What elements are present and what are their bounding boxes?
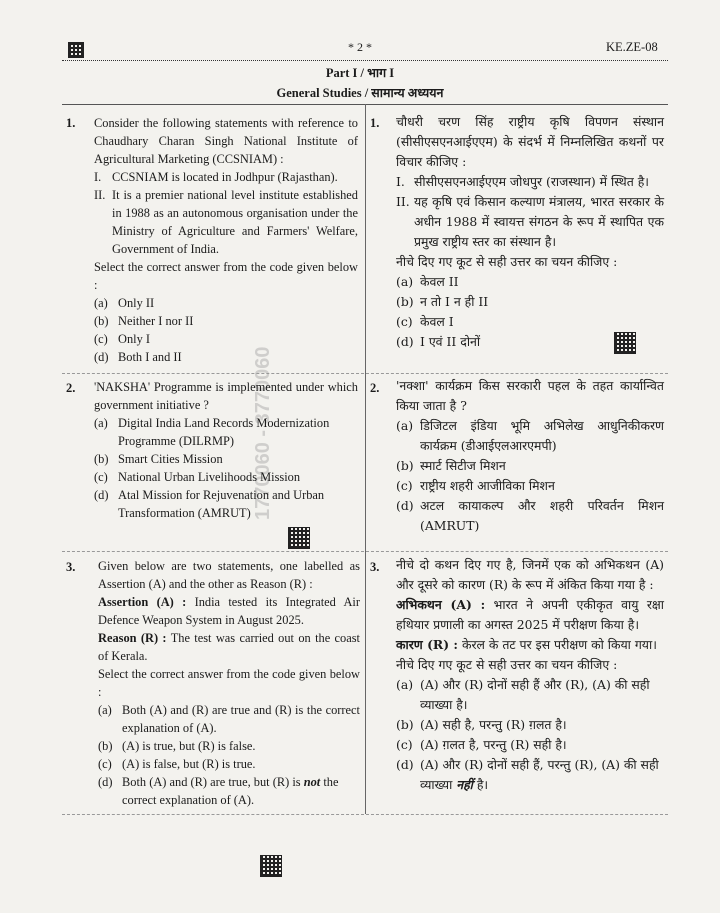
question-stem: चौधरी चरण सिंह राष्ट्रीय कृषि विपणन संस्थान (सीसीएसएनआईएएम) के संदर्भ में निम्नलिखित कथनों पर विचार कीजिए : xyxy=(396,114,664,169)
assertion: अभिकथन (A) : भारत ने अपनी एकीकृत वायु रक्षा हथियार प्रणाली का अगस्त 2025 में परीक्षण किया है। xyxy=(396,597,664,632)
statement: II. It is a premier national level institute established in 1988 as an autonomous organisation under the Ministry of Agriculture and Farmers' Welfare, Government of India. xyxy=(94,188,358,256)
option-c: (c) (A) ग़लत है, परन्तु (R) सही है। xyxy=(396,737,567,752)
option-c: (c) केवल I xyxy=(396,314,454,329)
statement: I. CCSNIAM is located in Jodhpur (Rajasthan). xyxy=(94,170,338,184)
statement: I. सीसीएसएनआईएएम जोधपुर (राजस्थान) में स्थित है। xyxy=(396,174,649,189)
question-en xyxy=(94,378,358,522)
question-number: 2. xyxy=(370,381,380,395)
option-d: (d) I एवं II दोनों xyxy=(396,334,481,349)
assertion: Assertion (A) : India tested its Integrated Air Defence Weapon System in August 2025. xyxy=(98,595,360,627)
question-number: 1. xyxy=(370,116,380,130)
question-stem: 'NAKSHA' Programme is implemented under which government initiative ? xyxy=(94,380,358,412)
option-d: (d) Both (A) and (R) are true, but (R) is not the correct explanation of (A). xyxy=(98,775,339,807)
option-d: (d) (A) और (R) दोनों सही हैं, परन्तु (R), (A) की सही व्याख्या नहीं है। xyxy=(396,757,659,792)
question-number: 2. xyxy=(66,381,76,395)
question-en xyxy=(94,114,358,366)
option-b: (b) (A) सही है, परन्तु (R) ग़लत है। xyxy=(396,717,567,732)
question-en xyxy=(98,557,360,809)
question-number: 1. xyxy=(66,116,76,130)
question-stem: Given below are two statements, one labelled as Assertion (A) and the other as Reason (R) : xyxy=(98,559,360,591)
option-a: (a) Only II xyxy=(94,296,155,310)
option-a: (a) Both (A) and (R) are true and (R) is the correct explanation of (A). xyxy=(98,703,360,735)
question-separator xyxy=(62,373,668,374)
question-hi xyxy=(396,112,664,352)
question-stem: नीचे दो कथन दिए गए है, जिनमें एक को अभिकथन (A) और दूसरे को कारण (R) के रूप में अंकित किया गया है : xyxy=(396,557,664,592)
question-instruction: Select the correct answer from the code given below : xyxy=(98,667,360,699)
option-b: (b) न तो I न ही II xyxy=(396,294,489,309)
option-a: (a) केवल II xyxy=(396,274,459,289)
page-number: * 2 * xyxy=(348,40,372,54)
option-b: (b) Smart Cities Mission xyxy=(94,452,223,466)
reason: Reason (R) : The test was carried out on the coast of Kerala. xyxy=(98,631,361,663)
question-separator xyxy=(62,551,668,552)
statement: II. यह कृषि एवं किसान कल्याण मंत्रालय, भारत सरकार के अधीन 1988 में स्वायत्त संगठन के रूप में स्थापित एक प्रमुख राष्ट्रीय स्तर का संस्थान है। xyxy=(396,194,664,249)
page-bottom-rule xyxy=(62,814,668,815)
reason: कारण (R) : केरल के तट पर इस परीक्षण को किया गया। xyxy=(396,637,657,652)
option-d: (d) Both I and II xyxy=(94,350,182,364)
question-instruction: Select the correct answer from the code given below : xyxy=(94,260,358,292)
option-c: (c) राष्ट्रीय शहरी आजीविका मिशन xyxy=(396,478,555,493)
option-a: (a) डिजिटल इंडिया भूमि अभिलेख आधुनिकीकरण कार्यक्रम (डीआईएलआरएमपी) xyxy=(396,418,664,453)
header-dotted-rule xyxy=(62,60,668,61)
question-hi xyxy=(396,555,664,795)
option-d: (d) Atal Mission for Rejuvenation and Urban Transformation (AMRUT) xyxy=(94,488,325,520)
section-title: General Studies / सामान्य अध्ययन xyxy=(276,86,444,100)
option-c: (c) National Urban Livelihoods Mission xyxy=(94,470,301,484)
question-instruction: नीचे दिए गए कूट से सही उत्तर का चयन कीजिए : xyxy=(396,657,618,672)
qr-code-icon xyxy=(288,527,310,549)
option-a: (a) (A) और (R) दोनों सही हैं और (R), (A) की सही व्याख्या है। xyxy=(396,677,650,712)
option-b: (b) Neither I nor II xyxy=(94,314,194,328)
question-stem: Consider the following statements with reference to Chaudhary Charan Singh National Institute of Agricultural Marketing (CCSNIAM) : xyxy=(94,116,358,166)
paper-code: KE.ZE-08 xyxy=(606,40,658,54)
option-b: (b) (A) is true, but (R) is false. xyxy=(98,739,256,753)
question-hi xyxy=(396,376,664,536)
option-a: (a) Digital India Land Records Modernization Programme (DILRMP) xyxy=(94,416,330,448)
qr-code-icon xyxy=(614,332,636,354)
question-instruction: नीचे दिए गए कूट से सही उत्तर का चयन कीजिए : xyxy=(396,254,618,269)
option-c: (c) (A) is false, but (R) is true. xyxy=(98,757,256,771)
option-c: (c) Only I xyxy=(94,332,151,346)
qr-code-icon xyxy=(260,855,282,877)
part-title: Part I / भाग I xyxy=(325,66,395,80)
question-stem: 'नक्शा' कार्यक्रम किस सरकारी पहल के तहत कार्यान्वित किया जाता है ? xyxy=(396,378,664,413)
question-number: 3. xyxy=(370,560,380,574)
column-divider xyxy=(365,104,366,814)
serial-watermark: 1770060 - 3770060 xyxy=(252,346,274,520)
option-b: (b) स्मार्ट सिटीज मिशन xyxy=(396,458,506,473)
question-number: 3. xyxy=(66,560,76,574)
option-d: (d) अटल कायाकल्प और शहरी परिवर्तन मिशन (AMRUT) xyxy=(396,498,664,533)
